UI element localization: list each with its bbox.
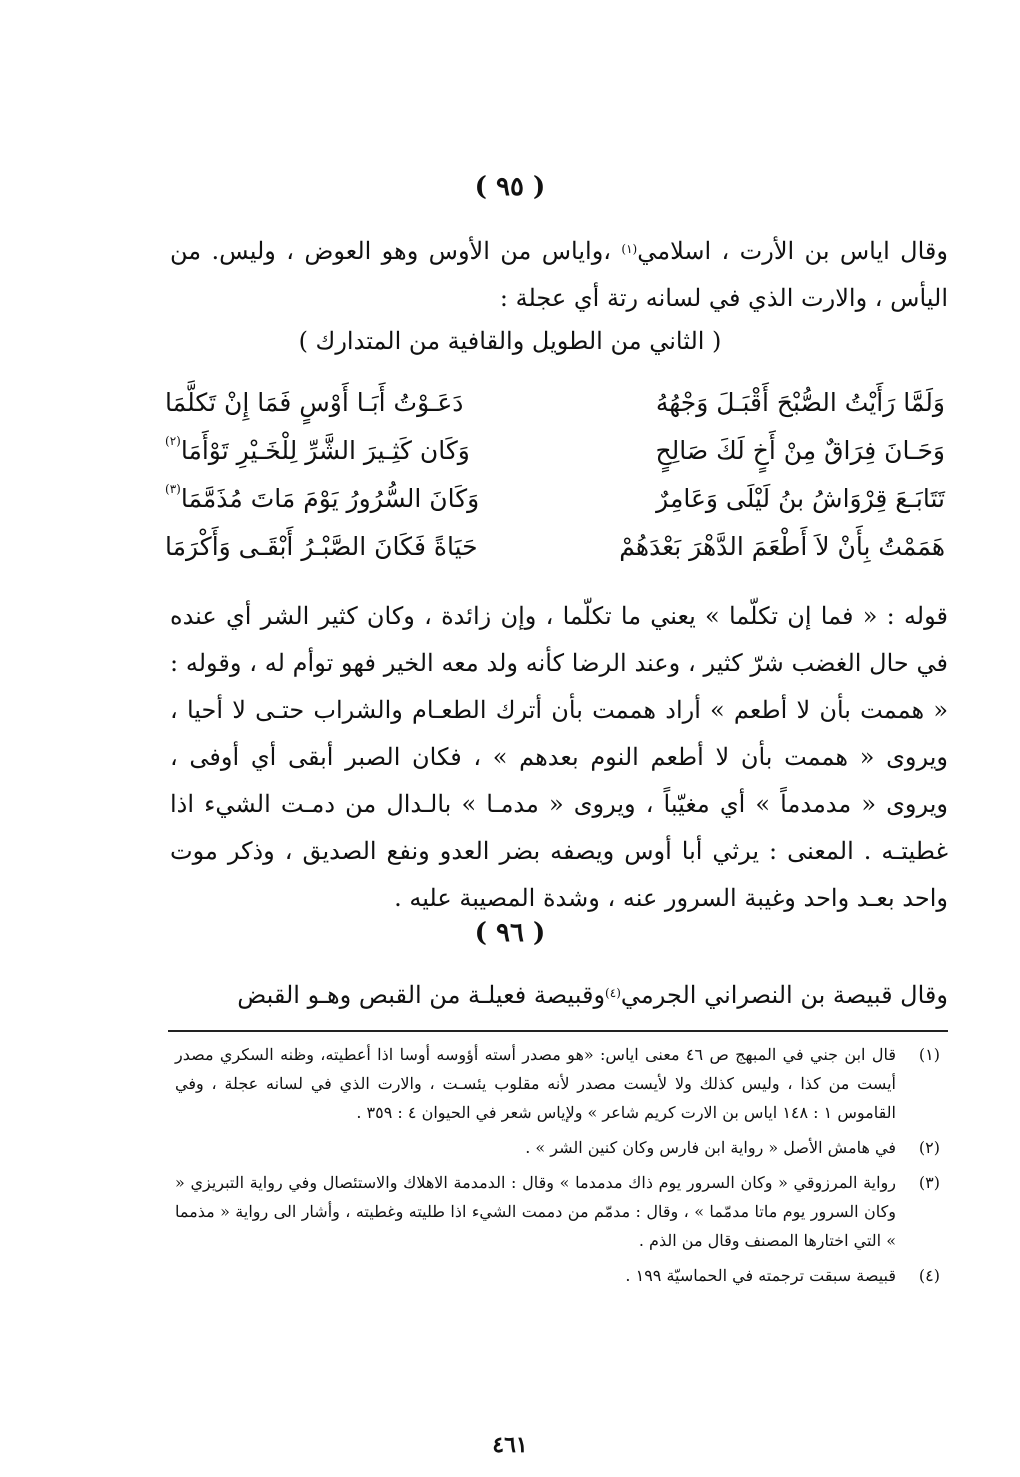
verse-2-second-hemistich xyxy=(165,433,524,465)
verse-3-second-text: وَكَانَ السُّرُورُ يَوْمَ مَاتَ مُذَمَّمَا xyxy=(180,483,480,513)
footnote-2-text: في هامش الأصل « رواية ابن فارس وكان كنين الشر » . xyxy=(525,1138,896,1157)
poem-introduction xyxy=(170,228,948,322)
footnote-1-text: قال ابن جني في المبهج ص ٤٦ معنى اياس: «هو مصدر أسته أؤوسه أوسا اذا أعطيته، وظنه السكري مصدر أيست من كذا ، وليس كذلك ولا لأيست مصدر لأنه مقلوب يئسـت ، والارت الذي في لسانه عجلة ، وفي القاموس ١ : ١٤٨ اياس بن الارت كريم شاعر » ولإياس شعر في الحيوان ٤ : ٣٥٩ . xyxy=(175,1045,896,1122)
footnote-4-text: قبيصة سبقت ترجمته في الحماسيّة ١٩٩ . xyxy=(625,1266,896,1285)
poem-verses xyxy=(165,378,945,570)
verse-4-second-hemistich xyxy=(165,532,524,561)
footnote-2-number: (٢) xyxy=(918,1138,940,1157)
verse-1-second-text: دَعَـوْتُ أَبَـا أَوْسٍ فَمَا إِنْ تَكلَّمَا xyxy=(165,387,464,417)
verse-3 xyxy=(165,474,945,522)
footnote-4 xyxy=(175,1261,940,1290)
verse-1-first-hemistich: وَلَمَّا رَأَيْتُ الصُّبْحَ أَقْبَـلَ وَجْهُهُ xyxy=(655,387,945,417)
footnote-1-number: (١) xyxy=(918,1045,940,1064)
intro-text-2: ،واياس من الأوس وهو العوض ، وليس. من اليأس ، والارت الذي في لسانه رتة أي عجلة : xyxy=(170,237,948,312)
poem-number-96: ( ٩٦ ) xyxy=(474,918,546,948)
footnote-ref-4: (٤) xyxy=(605,986,621,1000)
footnote-ref-2: (٢) xyxy=(165,433,181,448)
footnote-1 xyxy=(175,1040,940,1127)
footnotes xyxy=(175,1040,940,1296)
footnote-2 xyxy=(175,1133,940,1162)
verse-4 xyxy=(165,522,945,570)
footnote-3-text: رواية المرزوقي « وكان السرور يوم ذاك مدمدما » وقال : الدمدمة الاهلاك والاستئصال وفي رواية التبريزي « وكان السرور يوم ماتا مدمّما » ، وقال : مدمّم من دممت الشيء اذا طليته وغطيته ، وأشار الى رواية « مذمما » التي اختارها المصنف وقال من الذم . xyxy=(175,1173,897,1250)
verse-1-second-hemistich xyxy=(165,388,524,417)
footnote-ref-3: (٣) xyxy=(165,481,181,496)
next-poem-introduction xyxy=(170,972,948,1019)
commentary: قوله : « فما إن تكلّما » يعني ما تكلّما ، وإن زائدة ، وكان كثير الشر أي عنده في حال الغضب شرّ كثير ، وعند الرضا كأنه ولد معه الخير فهو توأم له ، وقوله : « هممت بأن لا أطعم » أراد هممت بأن أترك الطعـام والشراب حتـى لا أحيا ، ويروى « هممت بأن لا أطعم النوم بعدهم » ، فكان الصبر أبقى أي أوفى ، ويروى « مدمدماً » أي مغيّباً ، ويروى « مدمـا » بالـدال من دمـت الشيء اذا غطيتـه . المعنى : يرثي أبا أوس ويصفه بضر العدو ونفع الصديق ، وذكر موت واحد بعـد واحد وغيبة السرور عنه ، وشدة المصيبة عليه . xyxy=(170,602,948,912)
next-intro-text-2: وقبيصة فعيلـة من القبص وهـو القبض xyxy=(237,981,606,1009)
footnote-separator xyxy=(168,1030,948,1032)
verse-1 xyxy=(165,378,945,426)
poem-number-95: ( ٩٥ ) xyxy=(474,172,546,202)
footnote-3-number: (٣) xyxy=(918,1173,940,1192)
verse-2 xyxy=(165,426,945,474)
meter-note: ( الثاني من الطويل والقافية من المتدارك ) xyxy=(298,327,722,355)
footnote-4-number: (٤) xyxy=(918,1266,940,1285)
intro-text-1: وقال اياس بن الأرت ، اسلامي xyxy=(637,237,948,265)
verse-3-second-hemistich xyxy=(165,481,524,513)
verse-3-first-hemistich: تَتَابَـعَ قِرْوَاشُ بنُ لَيْلَى وَعَامِرٌ xyxy=(656,483,945,513)
verse-2-second-text: وَكَان كَثِـيرَ الشَّرِّ لِلْخَـيْرِ تَوْأَمَا xyxy=(180,435,470,465)
next-intro-text-1: وقال قبيصة بن النصراني الجرمي xyxy=(620,981,948,1009)
footnote-3 xyxy=(175,1168,940,1255)
page-number: ٤٦١ xyxy=(492,1432,528,1458)
verse-4-first-hemistich: هَمَمْتُ بِأَنْ لاَ أَطْعَمَ الدَّهْرَ بَعْدَهُمْ xyxy=(619,531,945,561)
verse-4-second-text: حَيَاةً فَكَانَ الصَّبْـرُ أَبْقَـى وَأَكْرَمَا xyxy=(165,531,478,561)
verse-2-first-hemistich: وَحَـانَ فِرَاقٌ مِنْ أَخٍ لَكَ صَالِحٍ xyxy=(655,435,945,465)
footnote-ref-1: (١) xyxy=(621,242,638,256)
